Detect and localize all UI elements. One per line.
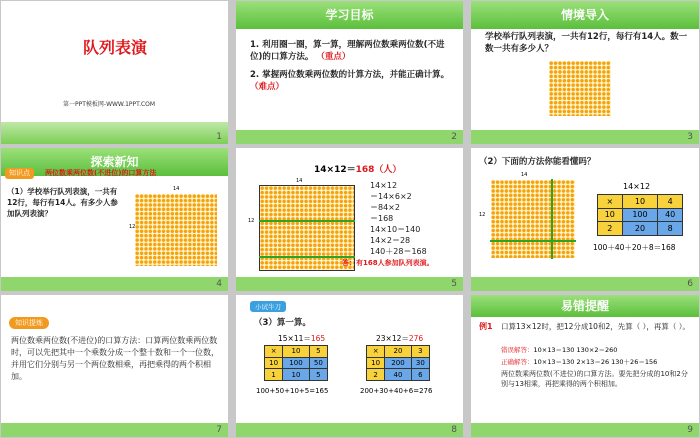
slide-thumbnail-6[interactable] <box>471 148 699 291</box>
calc-line: 14×10＝140 <box>370 225 421 234</box>
table-cell: 100 <box>622 208 658 222</box>
slide-footer-band <box>1 122 228 144</box>
knowledge-subtitle: 两位数乘两位数(不进位)的口算方法 <box>45 169 157 177</box>
table-row <box>598 195 683 209</box>
slide-thumbnail-4[interactable] <box>1 148 228 291</box>
problem-1-sum: 100+50+10+5=165 <box>256 387 329 395</box>
practice-title: （3）算一算。 <box>254 318 311 328</box>
multiplication-table-2 <box>366 345 430 381</box>
table-cell: 40 <box>658 208 683 222</box>
wrong-label: 错误解答： <box>501 346 534 354</box>
table-row <box>367 346 430 358</box>
table-cell: 20 <box>622 222 658 236</box>
slide-number: 6 <box>687 279 693 289</box>
question-text: （1）学校举行队列表演，一共有12行，每行有14人。有多少人参加队列表演？ <box>7 187 118 218</box>
slide-heading: 情境导入 <box>560 8 609 22</box>
table-cell: 5 <box>309 369 327 381</box>
dot-array-image <box>549 61 611 116</box>
problem-1-heading <box>278 333 325 344</box>
table-cell: 2 <box>367 369 385 381</box>
slide-number: 7 <box>216 425 222 435</box>
problem-answer: 276 <box>408 334 424 343</box>
table-cell: 10 <box>367 357 385 369</box>
objective-tag: （难点） <box>250 82 285 92</box>
wrong-text: 10×13＝130 130×2＝260 <box>533 346 618 354</box>
problem-2-sum: 200+30+40+6=276 <box>360 387 433 395</box>
calc-line: ＝14×6×2 <box>370 192 412 201</box>
table-cell: 1 <box>265 369 283 381</box>
slide-thumbnail-8[interactable] <box>236 295 463 437</box>
slide-footer-band <box>1 277 228 291</box>
calc-line: ＝168 <box>370 214 394 223</box>
table-cell: 6 <box>411 369 429 381</box>
problem-expression: 15×11＝ <box>278 334 311 343</box>
slide-heading: 学习目标 <box>325 8 374 22</box>
slide-thumbnail-3[interactable] <box>471 1 699 144</box>
objective-text: 利用圈一圈，算一算，理解两位数乘两位数(不进位)的口算方法。 <box>250 40 445 62</box>
table-cell: 40 <box>385 369 411 381</box>
multiplication-table-1 <box>264 345 328 381</box>
objective-tag: （重点） <box>316 52 351 62</box>
slide-footer-band <box>236 423 463 437</box>
calc-answer: 168（人） <box>355 165 402 175</box>
objective-item-2 <box>250 69 450 93</box>
slide-number: 5 <box>451 279 457 289</box>
correct-answer <box>501 357 657 366</box>
objective-number: 2. <box>250 70 260 80</box>
table-row <box>265 357 328 369</box>
answer-text: 答：有168人参加队列表演。 <box>342 259 434 267</box>
split-line <box>490 240 576 242</box>
table-expression: 14×12 <box>623 182 651 191</box>
slide-thumbnail-9[interactable] <box>471 295 699 437</box>
table-cell: 10 <box>283 346 309 358</box>
slide-heading: 探索新知 <box>90 155 139 169</box>
table-row <box>265 346 328 358</box>
slide-footer-band <box>236 277 463 291</box>
correct-text: 10×13＝130 2×13＝26 130＋26＝156 <box>533 358 658 366</box>
table-cell: 10 <box>265 357 283 369</box>
example-question: 口算13×12时，把12分成10和2，先算（ ），再算（ ）。 <box>501 322 690 331</box>
slide-footer-band <box>471 130 699 144</box>
table-cell: 200 <box>385 357 411 369</box>
table-cell: 4 <box>658 195 683 209</box>
slide-thumbnail-2[interactable] <box>236 1 463 144</box>
table-cell: × <box>265 346 283 358</box>
cols-label: 14 <box>296 178 303 184</box>
table-row <box>265 369 328 381</box>
slide-number: 8 <box>451 425 457 435</box>
calc-line: 14×2＝28 <box>370 236 411 245</box>
slide-footer-text: 第一PPT模板网-WWW.1PPT.COM <box>63 101 156 108</box>
dot-array-image <box>491 180 575 258</box>
wrong-answer <box>501 345 617 354</box>
table-cell: 50 <box>309 357 327 369</box>
problem-2-heading <box>376 333 423 344</box>
table-cell: 3 <box>411 346 429 358</box>
dot-array-image <box>135 194 217 266</box>
slide-thumbnail-5[interactable] <box>236 148 463 291</box>
table-row <box>598 208 683 222</box>
example-label: 例1 <box>479 322 493 331</box>
table-cell: 5 <box>309 346 327 358</box>
slide-number: 3 <box>687 132 693 142</box>
knowledge-badge: 知识点 <box>5 168 34 179</box>
slide-title: 队列表演 <box>83 38 148 57</box>
calc-line: 14×12 <box>370 181 398 190</box>
scenario-text: 学校举行队列表演，一共有12行，每行有14人。数一数一共有多少人？ <box>485 32 688 54</box>
table-cell: 10 <box>283 369 309 381</box>
table-row <box>367 357 430 369</box>
table-cell: 100 <box>283 357 309 369</box>
table-cell: 10 <box>622 195 658 209</box>
slide-footer-band <box>1 423 228 437</box>
slide-number: 4 <box>216 279 222 289</box>
table-cell: 20 <box>385 346 411 358</box>
table-cell: 8 <box>658 222 683 236</box>
sum-expression: 100＋40＋20＋8＝168 <box>593 243 676 252</box>
slide-footer-band <box>236 130 463 144</box>
split-line <box>259 256 355 258</box>
objective-number: 1. <box>250 40 260 50</box>
summary-text: 两位数乘两位数(不进位)的口算方法：口算两位数乘两位数时，可以先把其中一个乘数分成一个整十数和一个一位数，并用它们分别与另一个两位数相乘，再把乘得的两个积相加。 <box>11 336 219 381</box>
objective-item-1 <box>250 39 450 63</box>
group-outline <box>259 185 355 271</box>
table-cell: × <box>598 195 623 209</box>
explanation-text: 两位数乘两位数(不进位)的口算方法。要先把分成的10和2分别与13相乘，再把乘得的两个积相加。 <box>501 370 688 388</box>
table-cell: 2 <box>598 222 623 236</box>
slide-thumbnail-1[interactable] <box>1 1 228 144</box>
question-text: （2）下面的方法你能看懂吗？ <box>479 157 596 167</box>
calc-line: ＝84×2 <box>370 203 400 212</box>
split-line <box>259 220 355 222</box>
rows-label: 12 <box>248 218 255 224</box>
cols-label: 14 <box>173 186 180 192</box>
problem-expression: 23×12＝ <box>376 334 409 343</box>
calc-line: 140＋28＝168 <box>370 247 427 256</box>
practice-badge: 小试牛刀 <box>250 301 286 312</box>
slide-number: 2 <box>451 132 457 142</box>
table-cell: 10 <box>598 208 623 222</box>
slide-footer-band <box>471 277 699 291</box>
table-row <box>598 222 683 236</box>
cols-label: 14 <box>521 172 528 178</box>
problem-answer: 165 <box>310 334 326 343</box>
objective-text: 掌握两位数乘两位数的计算方法，并能正确计算。 <box>262 70 450 80</box>
slide-number: 1 <box>216 132 222 142</box>
calc-steps <box>370 180 427 257</box>
slide-thumbnail-7[interactable] <box>1 295 228 437</box>
rows-label: 12 <box>479 212 486 218</box>
summary-badge: 知识提炼 <box>9 317 49 329</box>
slide-heading: 易错提醒 <box>560 299 609 313</box>
multiplication-table <box>597 194 683 236</box>
table-row <box>367 369 430 381</box>
calc-heading <box>314 162 401 175</box>
table-cell: × <box>367 346 385 358</box>
correct-label: 正确解答： <box>501 358 534 366</box>
split-line <box>551 179 553 259</box>
rows-label: 12 <box>129 224 136 230</box>
slide-footer-band <box>471 423 699 437</box>
calc-expression: 14×12＝ <box>314 165 356 175</box>
slide-number: 9 <box>687 425 693 435</box>
table-cell: 30 <box>411 357 429 369</box>
